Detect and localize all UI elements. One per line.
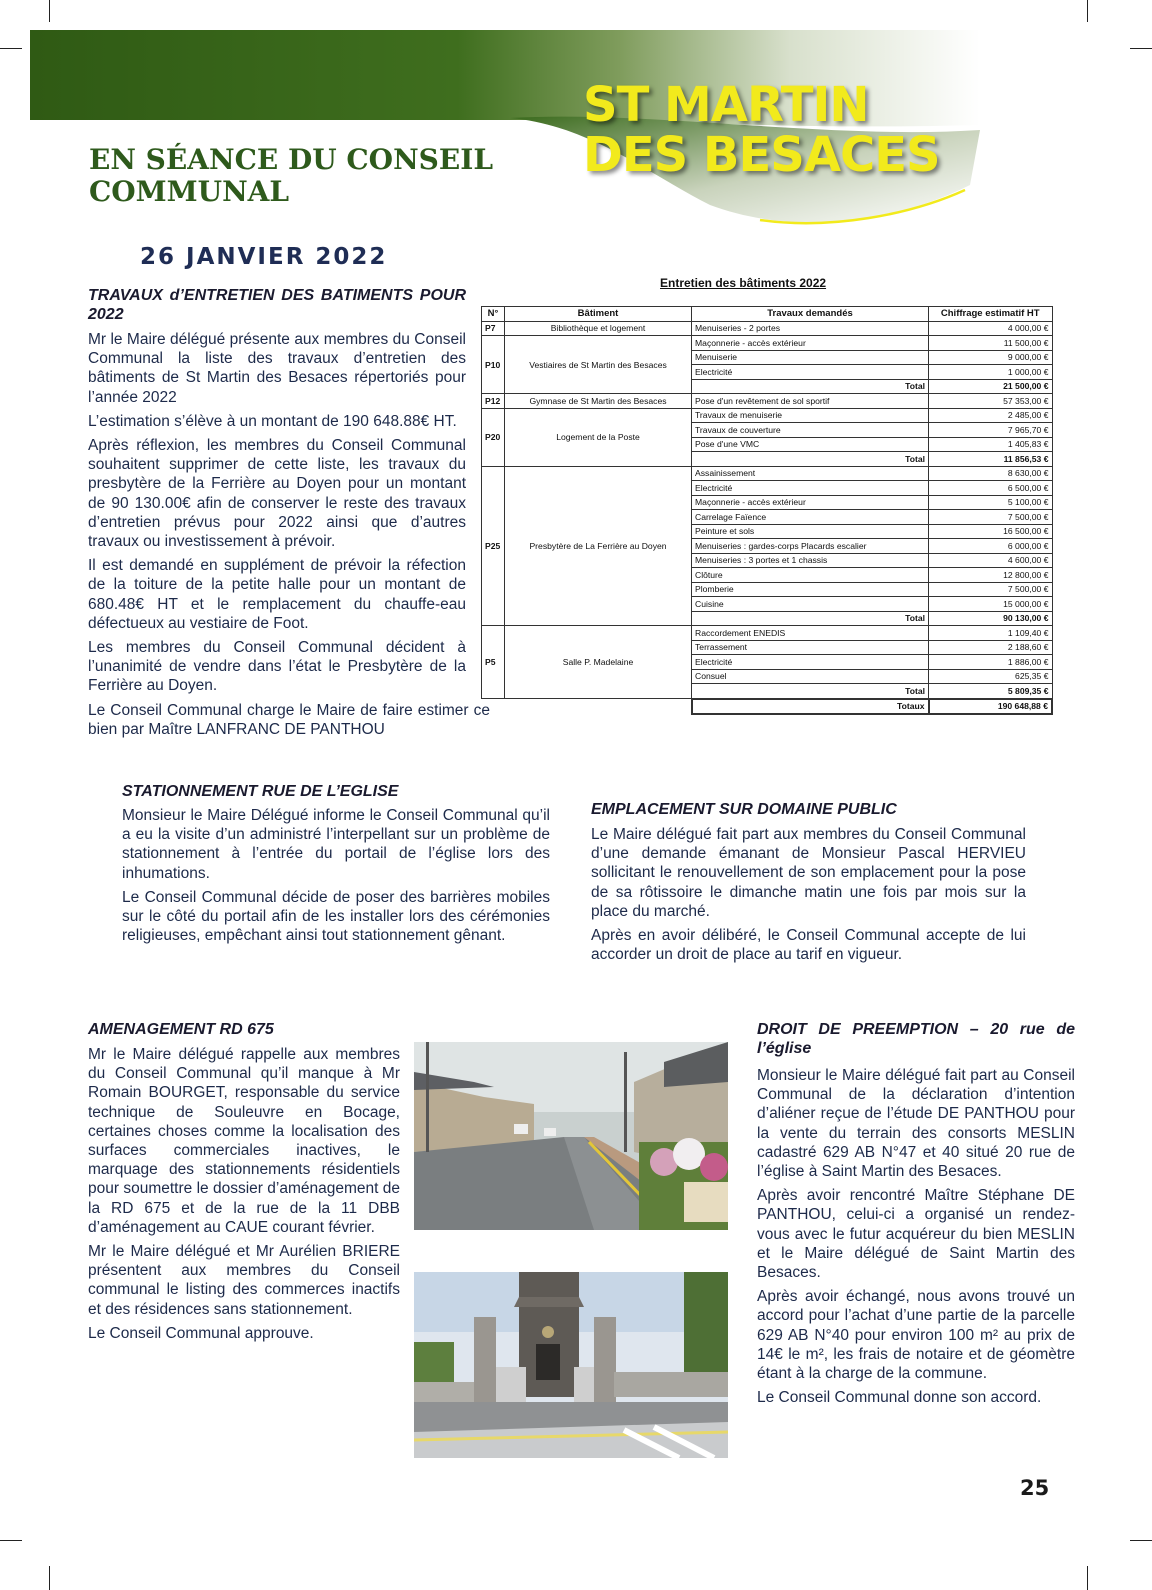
work-cell: Consuel bbox=[692, 669, 929, 684]
paragraph: Après en avoir délibéré, le Conseil Communal accepte de lui accorder un droit de place au tarif en vigueur. bbox=[591, 927, 1026, 964]
paragraph: Les membres du Conseil Communal décident à l’unanimité de vendre dans l’état le Presbytère de la Ferrière au Doyen. bbox=[88, 639, 466, 695]
building-code: P20 bbox=[482, 408, 505, 466]
crop-mark bbox=[1087, 1566, 1088, 1590]
amount-cell: 5 100,00 € bbox=[929, 495, 1053, 510]
amount-cell: 7 965,70 € bbox=[929, 423, 1053, 438]
total-label: Total bbox=[692, 684, 929, 699]
amenagement-text bbox=[88, 1045, 400, 1348]
section-title-line2: COMMUNAL bbox=[89, 175, 290, 208]
work-cell: Electricité bbox=[692, 655, 929, 670]
work-cell: Maçonnerie - accès extérieur bbox=[692, 495, 929, 510]
amount-cell: 16 500,00 € bbox=[929, 524, 1053, 539]
building-code: P25 bbox=[482, 466, 505, 626]
grand-total-row bbox=[482, 699, 1053, 715]
amount-cell: 2 188,60 € bbox=[929, 640, 1053, 655]
work-cell: Plomberie bbox=[692, 582, 929, 597]
paragraph: Après avoir échangé, nous avons trouvé un accord pour l’achat d’une partie de la parcelle 629 AB N°40 pour environ 100 m² au prix de 14€ le m², les frais de notaire et de géomètre étant à la charge de la commune. bbox=[757, 1288, 1075, 1383]
total-label: Total bbox=[692, 611, 929, 626]
paragraph: Monsieur le Maire délégué fait part au Conseil Communal de la déclaration d’intention d’aliéner reçue de l’étude DE PANTHOU pour la vente du terrain des consorts MESLIN cadastré 629 AB N°47 et 40 situé 20 rue de l’église à Saint Martin des Besaces. bbox=[757, 1067, 1075, 1181]
subtotal-amount: 11 856,53 € bbox=[929, 452, 1053, 467]
crop-mark bbox=[1130, 48, 1152, 49]
crop-mark bbox=[0, 48, 22, 49]
building-name: Presbytère de La Ferrière au Doyen bbox=[505, 466, 692, 626]
paragraph: Mr le Maire délégué rappelle aux membres du Conseil Communal qu’il manque à Mr Romain BOURGET, responsable du service technique de Souleuvre en Bocage, certaines choses comme la localisation des surfaces commerciales inactives, le marquage des stationnements résidentiels pour soumettre le dossier d’aménagement de la RD 675 et de la rue de la 11 DBB d’aménagement au CAUE courant février. bbox=[88, 1046, 400, 1236]
work-cell: Terrassement bbox=[692, 640, 929, 655]
building-name: Bibliothèque et logement bbox=[505, 321, 692, 336]
total-label: Total bbox=[692, 379, 929, 394]
work-cell: Pose d'un revêtement de sol sportif bbox=[692, 394, 929, 409]
work-cell: Cuisine bbox=[692, 597, 929, 612]
amount-cell: 12 800,00 € bbox=[929, 568, 1053, 583]
emplacement-title: EMPLACEMENT SUR DOMAINE PUBLIC bbox=[591, 801, 897, 818]
amenagement-title: AMENAGEMENT RD 675 bbox=[88, 1021, 274, 1038]
building-code: P5 bbox=[482, 626, 505, 699]
work-cell: Peinture et sols bbox=[692, 524, 929, 539]
amount-cell: 4 600,00 € bbox=[929, 553, 1053, 568]
blank-cell bbox=[482, 699, 692, 715]
work-cell: Electricité bbox=[692, 365, 929, 380]
building-name: Gymnase de St Martin des Besaces bbox=[505, 394, 692, 409]
table-row bbox=[482, 408, 1053, 423]
column-header: N° bbox=[482, 307, 505, 322]
column-header: Bâtiment bbox=[505, 307, 692, 322]
page-number: 25 bbox=[1020, 1476, 1050, 1500]
amount-cell: 1 109,40 € bbox=[929, 626, 1053, 641]
work-cell: Menuiseries : gardes-corps Placards escalier bbox=[692, 539, 929, 554]
buildings-table bbox=[481, 306, 1053, 715]
paragraph: Le Conseil Communal approuve. bbox=[88, 1324, 314, 1342]
street-photo-image bbox=[414, 1042, 728, 1230]
paragraph: Mr le Maire délégué présente aux membres du Conseil Communal la liste des travaux d’entretien des bâtiments de St Martin des Besaces répertoriés pour l’année 2022 bbox=[88, 331, 466, 406]
work-cell: Clôture bbox=[692, 568, 929, 583]
work-cell: Menuiseries : 3 portes et 1 chassis bbox=[692, 553, 929, 568]
work-cell: Assainissement bbox=[692, 466, 929, 481]
grand-total-amount: 190 648,88 € bbox=[929, 699, 1053, 715]
amount-cell: 6 500,00 € bbox=[929, 481, 1053, 496]
crop-mark bbox=[1087, 0, 1088, 22]
amount-cell: 2 485,00 € bbox=[929, 408, 1053, 423]
paragraph: L’estimation s’élève à un montant de 190 648.88€ HT. bbox=[88, 412, 457, 430]
column-header: Travaux demandés bbox=[692, 307, 929, 322]
amount-cell: 625,35 € bbox=[929, 669, 1053, 684]
work-cell: Carrelage Faïence bbox=[692, 510, 929, 525]
paragraph: Le Maire délégué fait part aux membres du Conseil Communal d’une demande émanant de Monsieur Pascal HERVIEU sollicitant le renouvellement de son emplacement pour la pose de sa rôtissoire le dimanche matin une fois par mois sur la place du marché. bbox=[591, 826, 1026, 920]
amount-cell: 6 000,00 € bbox=[929, 539, 1053, 554]
work-cell: Menuiseries - 2 portes bbox=[692, 321, 929, 336]
totaux-label: Totaux bbox=[692, 699, 929, 715]
work-cell: Travaux de couverture bbox=[692, 423, 929, 438]
table-row bbox=[482, 336, 1053, 351]
paragraph: Le Conseil Communal donne son accord. bbox=[757, 1389, 1042, 1407]
preemption-text bbox=[757, 1066, 1075, 1412]
amount-cell: 1 886,00 € bbox=[929, 655, 1053, 670]
amount-cell: 7 500,00 € bbox=[929, 582, 1053, 597]
crop-mark bbox=[49, 1566, 50, 1590]
crop-mark bbox=[1130, 1540, 1152, 1541]
building-name: Salle P. Madelaine bbox=[505, 626, 692, 699]
town-name-line1: ST MARTIN bbox=[583, 77, 869, 133]
paragraph: Mr le Maire délégué et Mr Aurélien BRIERE présentent aux membres du Conseil communal le listing des commerces inactifs et des résidences sans stationnement. bbox=[88, 1243, 400, 1318]
amount-cell: 57 353,00 € bbox=[929, 394, 1053, 409]
work-cell: Raccordement ENEDIS bbox=[692, 626, 929, 641]
amount-cell: 4 000,00 € bbox=[929, 321, 1053, 336]
stationnement-text bbox=[122, 806, 550, 950]
total-label: Total bbox=[692, 452, 929, 467]
building-code: P10 bbox=[482, 336, 505, 394]
table-row bbox=[482, 466, 1053, 481]
travaux-text bbox=[88, 330, 490, 744]
amount-cell: 9 000,00 € bbox=[929, 350, 1053, 365]
table-body bbox=[482, 321, 1053, 714]
work-cell: Maçonnerie - accès extérieur bbox=[692, 336, 929, 351]
amount-cell: 7 500,00 € bbox=[929, 510, 1053, 525]
subtotal-amount: 21 500,00 € bbox=[929, 379, 1053, 394]
church-photo-image bbox=[414, 1272, 728, 1458]
section-title-line1: EN SÉANCE DU CONSEIL bbox=[89, 143, 494, 176]
amount-cell: 1 405,83 € bbox=[929, 437, 1053, 452]
paragraph: Après réflexion, les membres du Conseil Communal souhaitent supprimer de cette liste, les travaux du presbytère de la Ferrière au Doyen pour un montant de 90 130.00€ afin de conserver le reste des travaux d’entretien prévus pour 2022 ainsi que d’autres travaux ou investissement à prévoir. bbox=[88, 437, 466, 551]
table-row bbox=[482, 394, 1053, 409]
building-code: P12 bbox=[482, 394, 505, 409]
crop-mark bbox=[49, 0, 50, 22]
town-name-line2: DES BESACES bbox=[583, 127, 940, 183]
work-cell: Pose d'une VMC bbox=[692, 437, 929, 452]
stationnement-title: STATIONNEMENT RUE DE L’EGLISE bbox=[122, 783, 399, 800]
table-title: Entretien des bâtiments 2022 bbox=[660, 276, 827, 290]
amount-cell: 15 000,00 € bbox=[929, 597, 1053, 612]
building-code: P7 bbox=[482, 321, 505, 336]
crop-mark bbox=[0, 1540, 22, 1541]
paragraph: Le Conseil Communal décide de poser des barrières mobiles sur le côté du portail afin de les installer lors des cérémonies religieuses, empêchant ainsi tout stationnement gênant. bbox=[122, 888, 550, 945]
meeting-date: 26 JANVIER 2022 bbox=[140, 244, 388, 270]
subtotal-amount: 90 130,00 € bbox=[929, 611, 1053, 626]
amount-cell: 1 000,00 € bbox=[929, 365, 1053, 380]
table-row bbox=[482, 321, 1053, 336]
paragraph: Il est demandé en supplément de prévoir la réfection de la toiture de la petite halle pour un montant de 680.48€ HT et le remplacement du chauffe-eau défectueux au vestiaire de Foot. bbox=[88, 557, 466, 632]
work-cell: Menuiserie bbox=[692, 350, 929, 365]
street-photo bbox=[414, 1042, 728, 1230]
building-name: Logement de la Poste bbox=[505, 408, 692, 466]
work-cell: Electricité bbox=[692, 481, 929, 496]
paragraph: Après avoir rencontré Maître Stéphane DE PANTHOU, celui-ci a organisé un rendez-vous avec le futur acquéreur du bien MESLIN et le Maire délégué de Saint Martin des Besaces. bbox=[757, 1187, 1075, 1282]
amount-cell: 8 630,00 € bbox=[929, 466, 1053, 481]
paragraph: Monsieur le Maire Délégué informe le Conseil Communal qu’il a eu la visite d’un administré l’interpellant sur un problème de stationnement à l’entrée du portail de l’église lors des inhumations. bbox=[122, 807, 550, 882]
subtotal-amount: 5 809,35 € bbox=[929, 684, 1053, 699]
building-name: Vestiaires de St Martin des Besaces bbox=[505, 336, 692, 394]
church-photo bbox=[414, 1272, 728, 1458]
work-cell: Travaux de menuiserie bbox=[692, 408, 929, 423]
amount-cell: 11 500,00 € bbox=[929, 336, 1053, 351]
paragraph: Le Conseil Communal charge le Maire de faire estimer ce bien par Maître LANFRANC DE PANTHOU bbox=[88, 701, 490, 738]
travaux-title: TRAVAUX d’ENTRETIEN DES BATIMENTS POUR 2022 bbox=[88, 287, 466, 323]
column-header: Chiffrage estimatif HT bbox=[929, 307, 1053, 322]
preemption-title: DROIT DE PREEMPTION – 20 rue de l’église bbox=[757, 1021, 1075, 1057]
table-row bbox=[482, 626, 1053, 641]
emplacement-text bbox=[591, 825, 1026, 969]
